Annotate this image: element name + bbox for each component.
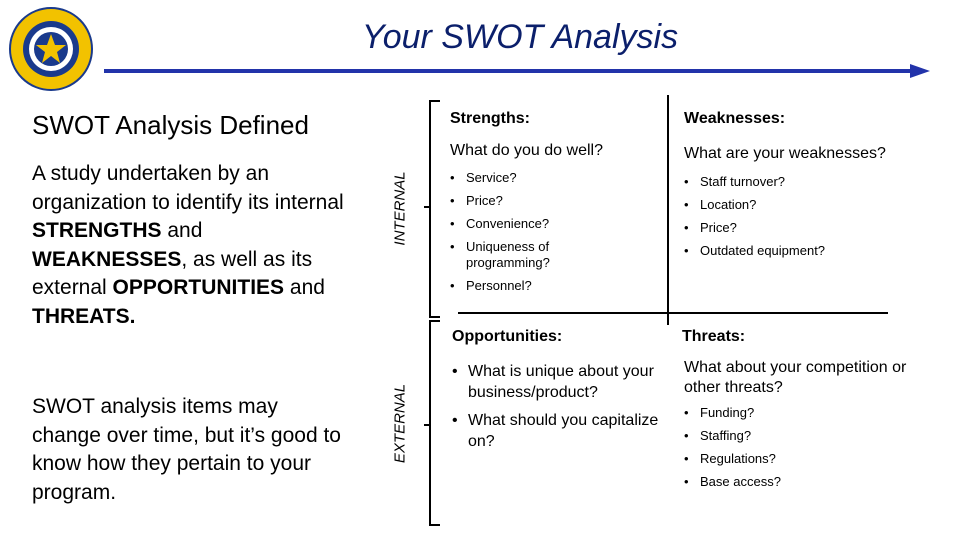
strengths-title: Strengths: (450, 110, 530, 127)
definition-heading: SWOT Analysis Defined (32, 110, 309, 140)
list-item: • Funding? (684, 405, 884, 421)
weaknesses-title: Weaknesses: (684, 110, 786, 127)
list-item: • Staffing? (684, 428, 884, 444)
threats-title: Threats: (682, 328, 746, 345)
weaknesses-term: WEAKNESSES (32, 247, 182, 271)
list-item: • Price? (450, 193, 630, 209)
list-item: • Convenience? (450, 216, 630, 232)
list-item: • Staff turnover? (684, 174, 904, 190)
internal-label: INTERNAL (391, 171, 409, 246)
threats-question: What about your competition or other threats? (684, 359, 907, 396)
title-underline-arrow (104, 62, 930, 80)
definition-text: , as well as its external (32, 247, 313, 299)
opportunities-list (452, 361, 662, 459)
strengths-list (450, 170, 630, 301)
list-item: • Uniqueness of programming? (450, 239, 576, 271)
threats-list (684, 405, 884, 497)
list-item: • Service? (450, 170, 630, 186)
list-item: • Regulations? (684, 451, 884, 467)
threats-term: THREATS. (32, 304, 136, 328)
list-item: • Base access? (684, 474, 884, 490)
weaknesses-list (684, 174, 904, 266)
list-item: • Outdated equipment? (684, 243, 904, 259)
strengths-question: What do you do well? (450, 142, 603, 159)
weaknesses-question: What are your weaknesses? (684, 145, 886, 162)
definition-paragraph (32, 160, 352, 331)
definition-text: A study undertaken by an organization to identify its internal (32, 162, 344, 214)
list-item: • Personnel? (450, 278, 630, 294)
opportunities-term: OPPORTUNITIES (112, 276, 285, 299)
definition-text: and (161, 219, 203, 242)
list-item: • Location? (684, 197, 904, 213)
external-label: EXTERNAL (391, 383, 409, 464)
list-item: • What should you capitalize on? (452, 410, 662, 452)
list-item: • Price? (684, 220, 904, 236)
opportunities-title: Opportunities: (452, 328, 563, 345)
list-item: • What is unique about your business/product? (452, 361, 662, 403)
strengths-term: STRENGTHS (32, 219, 162, 242)
change-note-paragraph: SWOT analysis items may change over time, but it’s good to know how they pertain to your program. (32, 395, 341, 504)
page-title: Your SWOT Analysis (361, 18, 679, 56)
definition-text: and (284, 276, 325, 299)
